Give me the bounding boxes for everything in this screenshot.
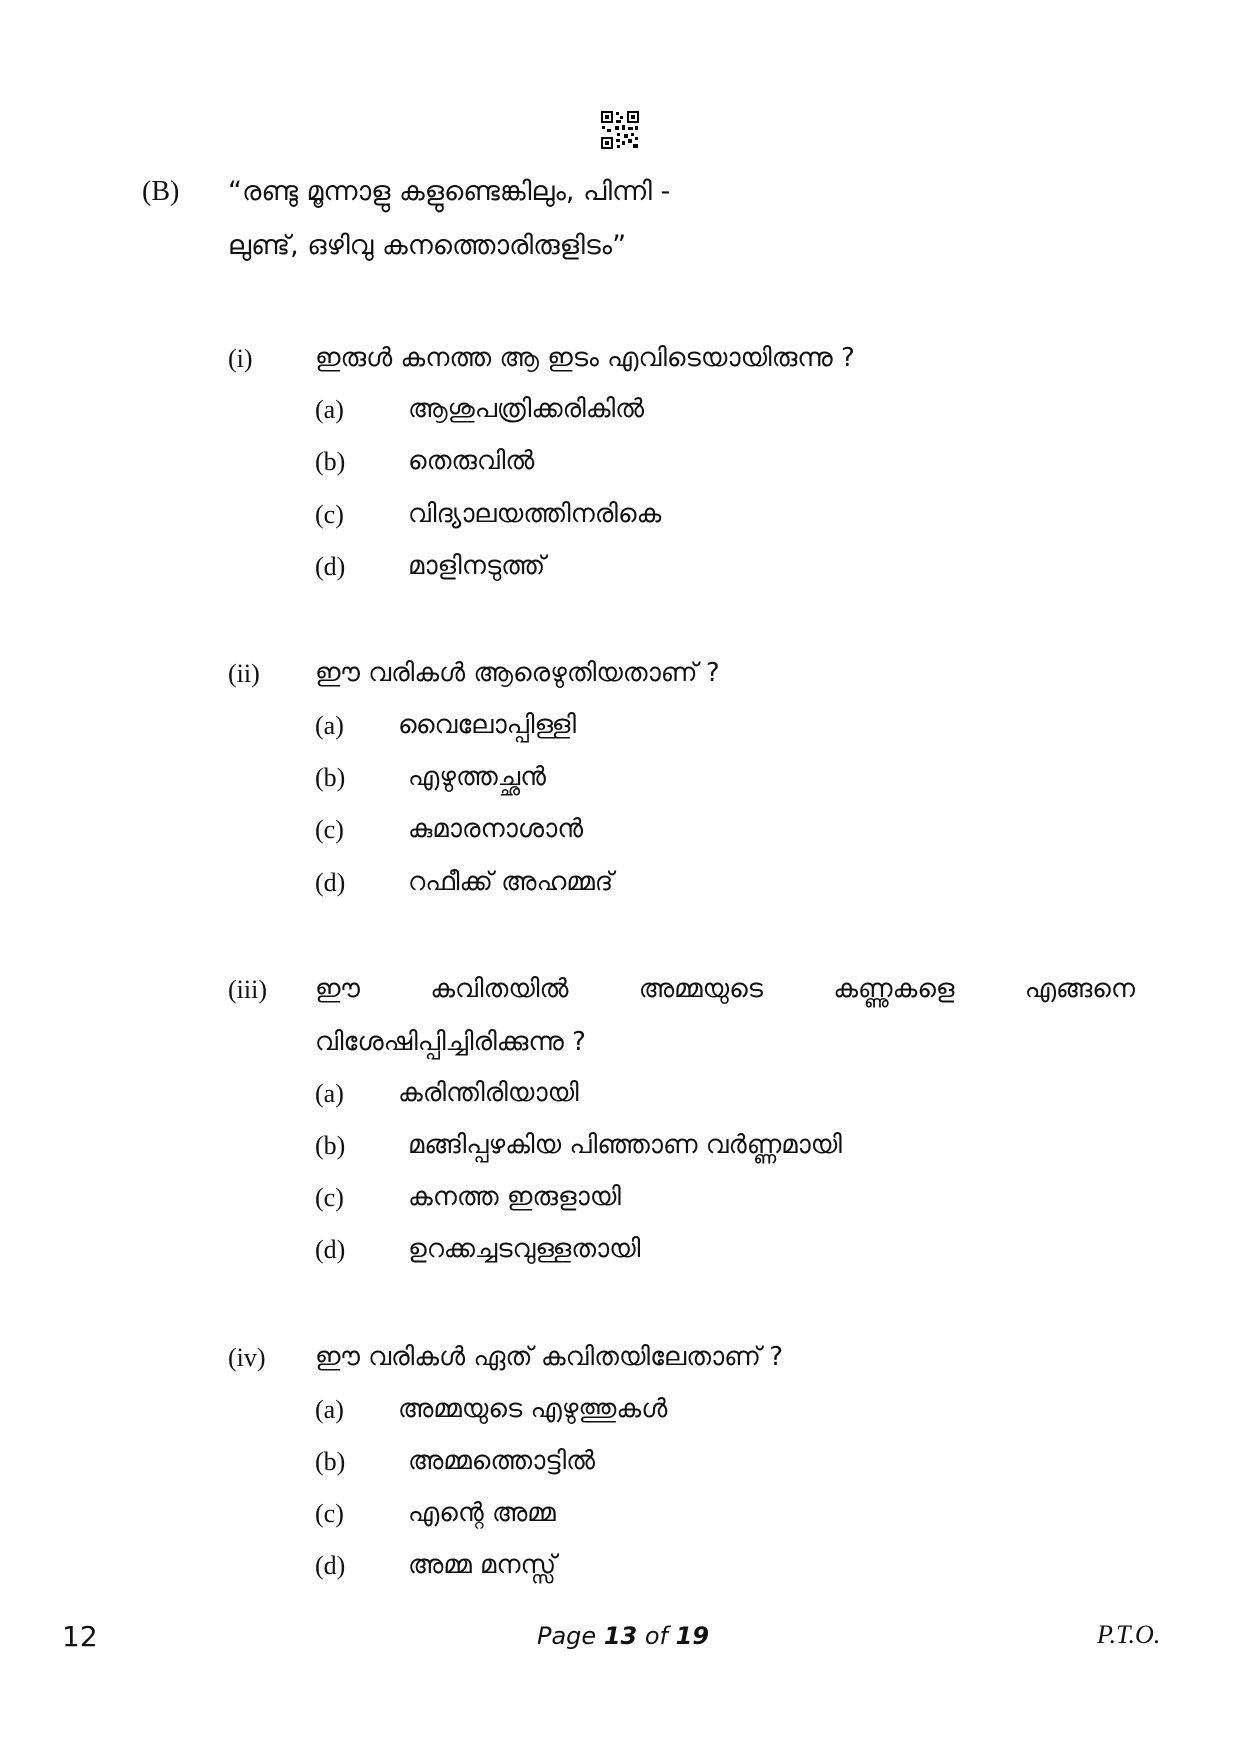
option-label: (b) — [315, 447, 346, 476]
option-label: (a) — [315, 1079, 344, 1108]
option-label: (c) — [315, 500, 344, 529]
option-label: (d) — [315, 868, 346, 897]
question-text: ഇരുൾ കനത്ത ആ ഇടം എവിടെയായിരുന്നു ? — [315, 343, 855, 373]
page-prefix: Page — [537, 1622, 597, 1650]
pto-label: P.T.O. — [1097, 1620, 1161, 1649]
option-text: എന്റെ അമ്മ — [408, 1498, 556, 1528]
option-label: (a) — [315, 1395, 344, 1424]
option-text: മങ്ങിപ്പഴകിയ പിഞ്ഞാണ വർണ്ണമായി — [408, 1130, 842, 1160]
option-text: റഫീക്ക് അഹമ്മദ് — [408, 867, 614, 897]
question-text-line-1: ഈ കവിതയിൽ അമ്മയുടെ കണ്ണുകളെ എങ്ങനെ — [315, 974, 1135, 1004]
option-label: (c) — [315, 1499, 344, 1528]
option-label: (d) — [315, 552, 346, 581]
option-text: എഴുത്തച്ഛൻ — [408, 762, 547, 792]
question-paper-code: 12 — [62, 1620, 98, 1653]
option-text: കനത്ത ഇരുളായി — [408, 1182, 621, 1212]
option-text: കുമാരനാശാൻ — [408, 814, 584, 844]
option-label: (b) — [315, 1447, 346, 1476]
question-text: ഈ വരികൾ ഏത് കവിതയിലേതാണ് ? — [315, 1342, 784, 1372]
question-number: (iv) — [228, 1343, 266, 1372]
option-text: മാളിനടുത്ത് — [408, 551, 546, 581]
question-text: ഈ വരികൾ ആരെഴുതിയതാണ് ? — [315, 658, 720, 688]
page-total: 19 — [675, 1622, 710, 1650]
option-text: അമ്മയുടെ എഴുത്തുകൾ — [398, 1394, 668, 1424]
option-label: (d) — [315, 1235, 346, 1264]
option-label: (c) — [315, 1183, 344, 1212]
option-text: ഉറക്കച്ചടവുള്ളതായി — [408, 1234, 641, 1264]
option-label: (a) — [315, 395, 344, 424]
option-text: വിദ്യാലയത്തിനരികെ — [408, 499, 662, 529]
quote-line-2: ലുണ്ട്, ഒഴിവു കനത്തൊരിരുളിടം” — [228, 230, 627, 261]
option-text: അമ്മ മനസ്സ് — [408, 1550, 557, 1580]
section-label: (B) — [142, 176, 180, 207]
option-label: (b) — [315, 763, 346, 792]
page-of: of — [644, 1622, 669, 1650]
question-number: (i) — [228, 344, 253, 373]
option-text: ആശുപത്രിക്കരികിൽ — [408, 394, 645, 424]
option-text: അമ്മത്തൊട്ടിൽ — [408, 1446, 596, 1476]
question-number: (iii) — [228, 975, 267, 1004]
qr-code-icon — [600, 110, 640, 150]
question-text-line-2: വിശേഷിപ്പിച്ചിരിക്കുന്നു ? — [315, 1027, 586, 1057]
option-text: കരിന്തിരിയായി — [398, 1078, 579, 1108]
option-label: (b) — [315, 1131, 346, 1160]
question-number: (ii) — [228, 659, 260, 688]
option-text: തെരുവിൽ — [408, 446, 535, 476]
option-label: (c) — [315, 815, 344, 844]
option-label: (d) — [315, 1551, 346, 1580]
page-current: 13 — [603, 1622, 638, 1650]
option-text: വൈലോപ്പിള്ളി — [398, 710, 576, 740]
quote-line-1: “രണ്ടു മൂന്നാളു കളുണ്ടെങ്കിലും, പിന്നി - — [228, 176, 671, 207]
option-label: (a) — [315, 711, 344, 740]
page-indicator — [537, 1622, 709, 1650]
